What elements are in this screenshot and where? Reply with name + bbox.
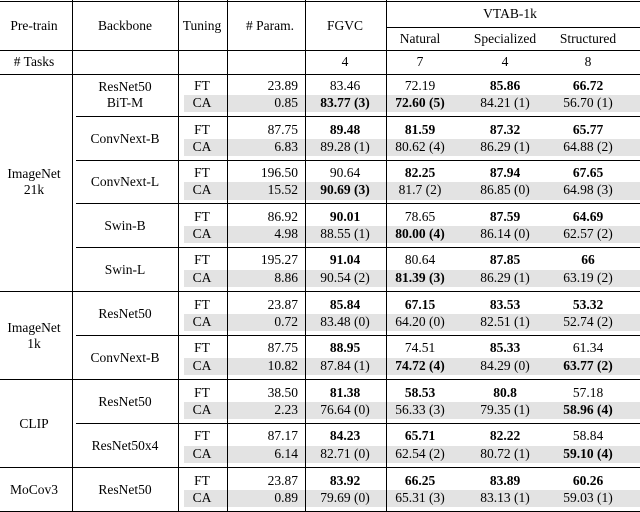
structured-cell: 53.32 (572, 296, 604, 312)
natural-cell: 80.64 (404, 252, 436, 268)
structured-cell: 61.34 (572, 340, 604, 356)
structured-cell: 57.18 (572, 384, 604, 400)
structured-cell: 64.69 (572, 208, 604, 224)
specialized-cell: 84.21 (1) (480, 95, 530, 111)
fgvc-cell: 83.92 (329, 472, 361, 488)
fgvc-cell: 83.77 (3) (320, 95, 370, 111)
specialized-cell: 85.86 (489, 78, 521, 93)
fgvc-cell: 90.54 (2) (320, 269, 370, 285)
fgvc-cell: 91.04 (329, 252, 361, 268)
specialized-cell: 87.94 (489, 165, 521, 181)
group-rule (0, 291, 640, 292)
specialized-cell: 83.53 (489, 296, 521, 312)
pretrain-label: CLIP (19, 415, 49, 431)
column-separator (386, 0, 387, 511)
params-cell: 23.89 (267, 78, 298, 93)
params-cell: 38.50 (267, 384, 298, 400)
backbone-label: ResNet50 (98, 79, 152, 95)
structured-cell: 66 (581, 252, 595, 268)
structured-cell: 65.77 (572, 121, 604, 137)
params-cell: 0.85 (274, 95, 298, 111)
params-cell: 0.89 (274, 490, 298, 505)
params-cell: 87.17 (267, 428, 298, 444)
params-cell: 10.82 (267, 357, 298, 373)
natural-cell: 65.71 (404, 428, 436, 444)
top-rule (0, 1, 640, 2)
tuning-cell: FT (194, 296, 210, 312)
model-rule (76, 116, 640, 117)
backbone-label: ResNet50 (98, 482, 152, 497)
backbone-label: ResNet50 (98, 306, 152, 321)
column-separator (305, 0, 306, 511)
fgvc-cell: 90.69 (3) (320, 182, 370, 198)
fgvc-cell: 81.38 (329, 384, 361, 400)
tuning-cell: FT (194, 78, 210, 93)
fgvc-cell: 83.48 (0) (320, 314, 370, 329)
specialized-cell: 82.51 (1) (480, 314, 530, 329)
params-cell: 23.87 (267, 472, 298, 488)
specialized-cell: 83.13 (1) (480, 490, 530, 505)
params-cell: 8.86 (274, 269, 298, 285)
structured-cell: 56.70 (1) (563, 95, 613, 111)
backbone-label: ConvNext-L (90, 174, 160, 190)
structured-cell: 64.88 (2) (563, 138, 613, 154)
structured-cell: 60.26 (572, 472, 604, 488)
tasks-structured: 8 (584, 54, 592, 69)
natural-cell: 58.53 (404, 384, 436, 400)
tuning-cell: CA (192, 138, 212, 154)
specialized-cell: 87.85 (489, 252, 521, 268)
fgvc-cell: 88.95 (329, 340, 361, 356)
column-separator (178, 0, 179, 511)
pretrain-label: MoCov3 (9, 482, 59, 497)
group-rule (0, 379, 640, 380)
structured-cell: 58.96 (4) (563, 402, 613, 417)
specialized-cell: 87.32 (489, 121, 521, 137)
fgvc-cell: 85.84 (329, 296, 361, 312)
tuning-cell: CA (192, 226, 212, 241)
natural-cell: 64.20 (0) (395, 314, 445, 329)
tasks-natural: 7 (416, 54, 424, 69)
header-vtab: VTAB-1k (483, 6, 537, 21)
tuning-cell: FT (194, 472, 210, 488)
column-separator (72, 0, 73, 511)
tasks-fgvc: 4 (341, 54, 349, 69)
model-rule (76, 335, 640, 336)
specialized-cell: 80.8 (493, 384, 517, 400)
pretrain-label: 21k (23, 182, 45, 198)
structured-cell: 52.74 (2) (563, 314, 613, 329)
backbone-label: ConvNext-B (90, 349, 160, 365)
structured-cell: 63.19 (2) (563, 269, 613, 285)
model-rule (76, 203, 640, 204)
header-params: # Param. (246, 18, 294, 33)
natural-cell: 78.65 (404, 208, 436, 224)
specialized-cell: 86.14 (0) (480, 226, 530, 241)
natural-cell: 72.19 (404, 78, 436, 93)
backbone-label: ResNet50x4 (91, 437, 159, 453)
tuning-cell: CA (192, 357, 212, 373)
natural-cell: 65.31 (3) (395, 490, 445, 505)
params-cell: 6.14 (274, 445, 298, 461)
specialized-cell: 79.35 (1) (480, 402, 530, 417)
pretrain-label: ImageNet (7, 319, 61, 335)
tuning-cell: CA (192, 490, 212, 505)
tuning-cell: CA (192, 182, 212, 198)
fgvc-cell: 84.23 (329, 428, 361, 444)
natural-cell: 81.39 (3) (395, 269, 445, 285)
fgvc-cell: 89.48 (329, 121, 361, 137)
fgvc-cell: 88.55 (1) (320, 226, 370, 241)
params-cell: 196.50 (260, 165, 298, 181)
tuning-cell: FT (194, 340, 210, 356)
tuning-cell: FT (194, 384, 210, 400)
natural-cell: 72.60 (5) (395, 95, 445, 111)
tuning-cell: FT (194, 208, 210, 224)
natural-cell: 82.25 (404, 165, 436, 181)
fgvc-cell: 76.64 (0) (320, 402, 370, 417)
backbone-label: Swin-B (104, 218, 146, 233)
model-rule (76, 247, 640, 248)
fgvc-cell: 83.46 (329, 78, 361, 93)
header-backbone: Backbone (98, 18, 152, 33)
fgvc-cell: 87.84 (1) (320, 357, 370, 373)
fgvc-cell: 89.28 (1) (320, 138, 370, 154)
natural-cell: 74.51 (404, 340, 436, 356)
specialized-cell: 86.29 (1) (480, 138, 530, 154)
backbone-label: ResNet50 (98, 394, 152, 409)
specialized-cell: 80.72 (1) (480, 445, 530, 461)
header-pretrain: Pre-train (10, 18, 58, 33)
params-cell: 4.98 (274, 226, 298, 241)
params-cell: 23.87 (267, 296, 298, 312)
pretrain-label: ImageNet (7, 166, 61, 182)
model-rule (76, 423, 640, 424)
params-cell: 15.52 (267, 182, 298, 198)
natural-cell: 80.62 (4) (395, 138, 445, 154)
structured-cell: 59.10 (4) (563, 445, 613, 461)
tuning-cell: FT (194, 165, 210, 181)
specialized-cell: 85.33 (489, 340, 521, 356)
specialized-cell: 82.22 (489, 428, 521, 444)
tuning-cell: FT (194, 252, 210, 268)
model-rule (76, 160, 640, 161)
specialized-cell: 87.59 (489, 208, 521, 224)
header-specialized: Specialized (473, 31, 537, 46)
vtab-subrule (386, 27, 640, 28)
natural-cell: 81.7 (2) (398, 182, 442, 198)
header-rule (0, 50, 640, 51)
tuning-cell: CA (192, 445, 212, 461)
structured-cell: 67.65 (572, 165, 604, 181)
specialized-cell: 86.29 (1) (480, 269, 530, 285)
fgvc-cell: 90.01 (329, 208, 361, 224)
tuning-cell: CA (192, 314, 212, 329)
tasks-rule (0, 74, 640, 75)
structured-cell: 63.77 (2) (563, 357, 613, 373)
specialized-cell: 83.89 (489, 472, 521, 488)
column-separator (227, 0, 228, 511)
tasks-label: # Tasks (13, 54, 55, 69)
tasks-specialized: 4 (501, 54, 509, 69)
group-rule (0, 467, 640, 468)
structured-cell: 66.72 (572, 78, 604, 93)
tuning-cell: FT (194, 121, 210, 137)
natural-cell: 66.25 (404, 472, 436, 488)
fgvc-cell: 82.71 (0) (320, 445, 370, 461)
natural-cell: 74.72 (4) (395, 357, 445, 373)
backbone-label: BiT-M (106, 95, 144, 111)
natural-cell: 80.00 (4) (395, 226, 445, 241)
params-cell: 6.83 (274, 138, 298, 154)
structured-cell: 58.84 (572, 428, 604, 444)
natural-cell: 67.15 (404, 296, 436, 312)
natural-cell: 62.54 (2) (395, 445, 445, 461)
structured-cell: 64.98 (3) (563, 182, 613, 198)
params-cell: 195.27 (260, 252, 298, 268)
fgvc-cell: 90.64 (329, 165, 361, 181)
params-cell: 2.23 (274, 402, 298, 417)
backbone-label: Swin-L (104, 261, 146, 277)
tuning-cell: CA (192, 95, 212, 111)
natural-cell: 56.33 (3) (395, 402, 445, 417)
params-cell: 86.92 (267, 208, 298, 224)
tuning-cell: CA (192, 402, 212, 417)
backbone-label: ConvNext-B (90, 130, 160, 146)
specialized-cell: 86.85 (0) (480, 182, 530, 198)
fgvc-cell: 79.69 (0) (320, 490, 370, 505)
tuning-cell: CA (192, 269, 212, 285)
structured-cell: 62.57 (2) (563, 226, 613, 241)
natural-cell: 81.59 (404, 121, 436, 137)
params-cell: 0.72 (274, 314, 298, 329)
header-tuning: Tuning (182, 18, 222, 33)
header-structured: Structured (559, 31, 617, 46)
tuning-cell: FT (194, 428, 210, 444)
params-cell: 87.75 (267, 340, 298, 356)
pretrain-label: 1k (27, 335, 41, 351)
params-cell: 87.75 (267, 121, 298, 137)
header-fgvc: FGVC (326, 18, 364, 33)
header-natural: Natural (399, 31, 441, 46)
specialized-cell: 84.29 (0) (480, 357, 530, 373)
structured-cell: 59.03 (1) (563, 490, 613, 505)
